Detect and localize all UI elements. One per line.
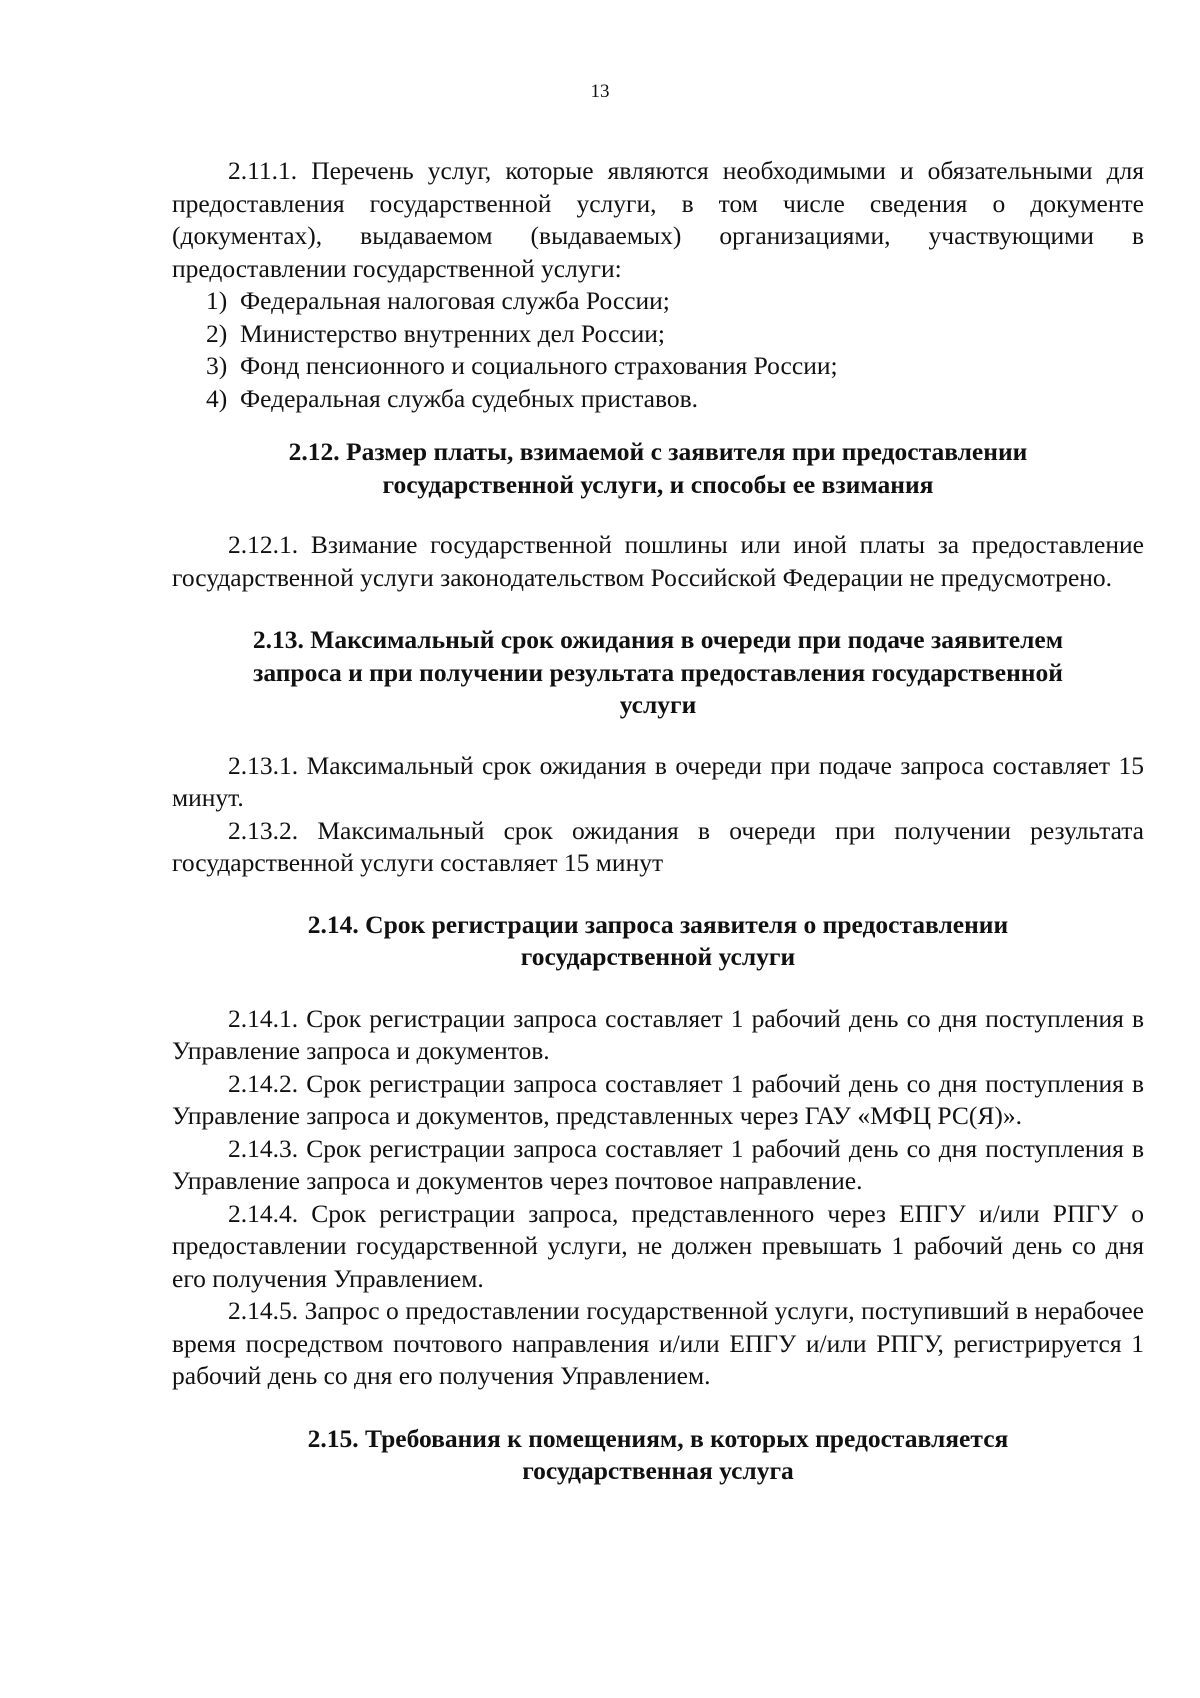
- paragraph-2-14-1: 2.14.1. Срок регистрации запроса составляет 1 рабочий день со дня поступления в Управление запроса и документов.: [172, 1003, 1144, 1065]
- paragraph-2-13-1: 2.13.1. Максимальный срок ожидания в очереди при подаче запроса составляет 15 минут.: [172, 750, 1144, 812]
- page-number: 13: [590, 81, 610, 102]
- list-item: [172, 350, 1144, 383]
- heading-line: запроса и при получении результата предоставления государственной: [253, 657, 1063, 687]
- list-item: [172, 383, 1144, 416]
- heading-line: государственной услуги, и способы ее взимания: [382, 469, 934, 499]
- list-item: [172, 285, 1144, 318]
- list-item-text: Федеральная налоговая служба России;: [240, 286, 670, 315]
- heading-line: государственной услуги: [520, 942, 796, 971]
- heading-line: 2.13. Максимальный срок ожидания в очереди при подаче заявителем: [252, 625, 1064, 654]
- list-item-number: 3): [206, 351, 228, 380]
- services-list: [172, 285, 1144, 415]
- heading-2-13: [172, 624, 1144, 722]
- heading-line: 2.12. Размер платы, взимаемой с заявителя при предоставлении: [288, 437, 1028, 466]
- list-item-text: Фонд пенсионного и социального страхования России;: [240, 351, 838, 380]
- paragraph-2-14-4: 2.14.4. Срок регистрации запроса, представленного через ЕПГУ и/или РПГУ о предоставлении государственной услуги, не должен превышать 1 рабочий день со дня его получения Управлением.: [172, 1198, 1144, 1293]
- list-item-number: 2): [206, 318, 228, 348]
- paragraph-2-12-1: 2.12.1. Взимание государственной пошлины или иной платы за предоставление государственной услуги законодательством Российской Федерации не предусмотрено.: [172, 530, 1144, 592]
- heading-line: 2.14. Срок регистрации запроса заявителя о предоставлении: [307, 909, 1009, 939]
- heading-2-15: [172, 1423, 1144, 1488]
- list-item: [172, 318, 1144, 351]
- heading-line: услуги: [619, 690, 697, 719]
- heading-2-12: [172, 436, 1144, 501]
- paragraph-2-14-2: 2.14.2. Срок регистрации запроса составляет 1 рабочий день со дня поступления в Управление запроса и документов, представленных через ГАУ «МФЦ РС(Я)».: [172, 1068, 1144, 1130]
- document-body: [172, 155, 1144, 1488]
- paragraph-2-13-2: 2.13.2. Максимальный срок ожидания в очереди при получении результата государственной услуги составляет 15 минут: [172, 815, 1144, 877]
- heading-line: государственная услуга: [522, 1456, 794, 1485]
- list-item-text: Федеральная служба судебных приставов.: [240, 383, 699, 413]
- heading-2-14: [172, 909, 1144, 974]
- paragraph-2-11-1: 2.11.1. Перечень услуг, которые являются необходимыми и обязательными для предоставления государственной услуги, в том числе сведения о документе (документах), выдаваемом (выдаваемых) организациями, участвующими в предоставлении государственной услуги:: [172, 156, 1144, 283]
- list-item-number: 1): [206, 286, 228, 315]
- paragraph-2-14-5: 2.14.5. Запрос о предоставлении государственной услуги, поступивший в нерабочее время посредством почтового направления и/или ЕПГУ и/или РПГУ, регистрируется 1 рабочий день со дня его получения Управлением.: [172, 1296, 1144, 1390]
- list-item-text: Министерство внутренних дел России;: [240, 318, 665, 348]
- paragraph-2-14-3: 2.14.3. Срок регистрации запроса составляет 1 рабочий день со дня поступления в Управление запроса и документов через почтовое направление.: [172, 1133, 1144, 1195]
- heading-line: 2.15. Требования к помещениям, в которых предоставляется: [307, 1423, 1009, 1453]
- list-item-number: 4): [206, 383, 228, 413]
